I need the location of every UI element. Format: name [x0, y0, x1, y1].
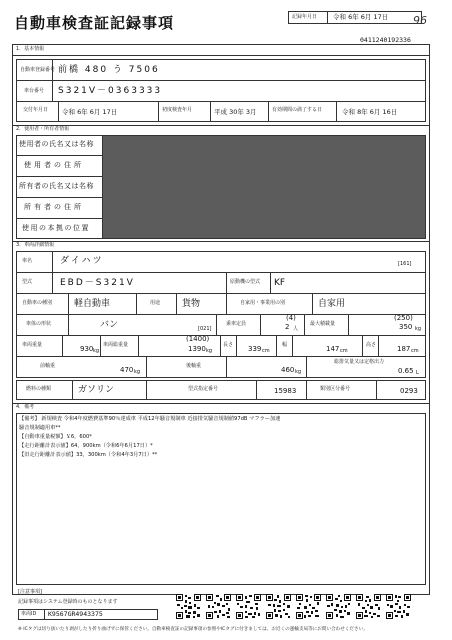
- height-label: 高さ: [366, 342, 377, 348]
- chassis-value: S321V－0363333: [58, 86, 163, 96]
- maker-value: ダイハツ: [60, 256, 104, 266]
- gross-weight-unit: kg: [206, 348, 213, 354]
- issue-date-value: 令和 6年 6月 17日: [62, 108, 118, 116]
- qr-code-icon: [386, 594, 411, 619]
- gross-weight-sub: (1400): [186, 335, 210, 343]
- remarks-line: 【旧走行距離計表示値】33，300km（令和4年3月7日）**: [19, 452, 158, 458]
- reg-no-value: 前橋 480 う 7506: [58, 65, 160, 75]
- chassis-label: 車台番号: [24, 88, 45, 94]
- engine-value: KF: [274, 278, 286, 288]
- model-value: EBD－S321V: [60, 278, 135, 288]
- section-basic-heading: 1．基本情報: [16, 46, 45, 52]
- qr-code-icon: [266, 594, 291, 619]
- owner-name-label: 所有者の氏名又は名称: [19, 182, 94, 190]
- capacity-value: 2: [285, 323, 290, 331]
- width-unit: cm: [340, 348, 348, 354]
- capacity-unit: 人: [293, 326, 299, 332]
- expiry-value: 令和 8年 6月 16日: [342, 108, 398, 116]
- length-value: 339: [248, 345, 262, 353]
- gross-weight-label: 車両総重量: [103, 342, 129, 348]
- owner-address-label: 所有者の住所: [24, 203, 84, 211]
- user-name-label: 使用者の氏名又は名称: [19, 140, 94, 148]
- kind-value: 軽自動車: [74, 299, 111, 309]
- max-load-sub: (250): [394, 314, 413, 322]
- maker-code: [161]: [398, 261, 412, 267]
- body-label: 車体の形状: [26, 321, 52, 327]
- remarks-line: 【備考】 新規検査 令和4年度燃費基準90％達成車 平成12年騒音規制車 近接排気騒音規制値97dB マフラー加速: [19, 416, 281, 422]
- weight-label: 車両重量: [22, 342, 43, 348]
- rear-axle-label: 後軸重: [186, 363, 202, 369]
- weight-value: 930: [80, 345, 94, 353]
- capacity-label: 乗車定員: [226, 321, 247, 327]
- rear-axle-unit: kg: [295, 369, 302, 375]
- height-unit: cm: [411, 348, 419, 354]
- footer-note: ※ ICタグは切り抜いたり剥がしたり折り曲げずに保管ください。自動車検査証の記録事項の参照やICタグに付きましては、お近くの運輸支局等にお問い合わせください。: [18, 627, 368, 632]
- handwritten-note: 96: [413, 14, 427, 27]
- body-value: バン: [100, 320, 119, 330]
- section-remarks-heading: 4．備考: [16, 404, 35, 410]
- max-load-value: 350: [399, 323, 413, 331]
- displacement-unit: L: [416, 370, 419, 376]
- fuel-label: 燃料の種類: [26, 386, 52, 392]
- fuel-value: ガソリン: [78, 385, 115, 395]
- user-address-label: 使用者の住所: [24, 161, 84, 169]
- capacity-sub: (4): [286, 314, 296, 322]
- base-location-label: 使用の本拠の位置: [22, 224, 90, 232]
- reg-no-label: 自動車登録番号: [20, 67, 56, 73]
- redacted-owner-info: [103, 136, 425, 238]
- biz-label: 自家用・事業用の別: [240, 300, 286, 306]
- kind-label: 自動車の種別: [22, 300, 53, 306]
- front-axle-value: 470: [120, 366, 134, 374]
- class-value: 0293: [400, 387, 418, 395]
- expiry-label: 有効期間の満了する日: [272, 107, 323, 113]
- maker-label: 車名: [22, 258, 33, 264]
- vehicle-id-label: 車両ID: [21, 611, 37, 617]
- record-date-value: 令和 6年 6月 17日: [333, 13, 389, 21]
- max-load-label: 最大積載量: [310, 321, 336, 327]
- use-label: 用途: [150, 300, 161, 306]
- remarks-line: 【自動車重量税額】￥6，600*: [19, 434, 92, 440]
- max-load-unit: kg: [415, 326, 422, 332]
- displacement-label: 総排気量又は定格出力: [334, 359, 385, 365]
- vehicle-id-value: K9567GR4943375: [48, 610, 103, 618]
- width-value: 147: [326, 345, 340, 353]
- type-cert-value: 15983: [274, 387, 297, 395]
- qr-code-icon: [206, 594, 231, 619]
- issue-date-label: 交付年月日: [23, 107, 49, 113]
- qr-code-icon: [236, 594, 261, 619]
- section-vehicle-heading: 3．車両詳細情報: [16, 242, 55, 248]
- section-owner-heading: 2．使用者・所有者情報: [16, 126, 70, 132]
- length-label: 長さ: [223, 342, 234, 348]
- remarks-line: 騒音規制適用車**: [19, 425, 61, 431]
- first-reg-value: 平成 30年 3月: [214, 108, 257, 116]
- length-unit: cm: [262, 348, 270, 354]
- engine-label: 原動機の型式: [230, 279, 261, 285]
- biz-value: 自家用: [318, 299, 346, 309]
- remarks-line: 【走行距離計表示値】64，900km（令和6年6月17日）*: [19, 443, 153, 449]
- model-label: 型式: [22, 279, 33, 285]
- doc-number: 0411240192336: [360, 36, 411, 44]
- notice-title: [注意事項]: [18, 589, 42, 595]
- notice-text: 記録事項はシステム登録時のものとなります: [18, 599, 118, 605]
- height-value: 187: [397, 345, 411, 353]
- rear-axle-value: 460: [281, 366, 295, 374]
- use-value: 貨物: [182, 299, 201, 309]
- record-date-label: 記録年月日: [292, 14, 318, 20]
- qr-code-icon: [326, 594, 351, 619]
- class-label: 類別区分番号: [320, 386, 351, 392]
- displacement-value: 0.65: [398, 367, 414, 375]
- front-axle-label: 前軸重: [40, 363, 56, 369]
- body-code: [021]: [198, 326, 212, 332]
- gross-weight-value: 1390: [188, 345, 206, 353]
- first-reg-label: 初度検査年月: [162, 107, 193, 113]
- qr-code-icon: [296, 594, 321, 619]
- width-label: 幅: [282, 342, 288, 348]
- qr-code-icon: [176, 594, 201, 619]
- type-cert-label: 型式指定番号: [188, 386, 219, 392]
- weight-unit: kg: [93, 348, 100, 354]
- qr-code-icon: [356, 594, 381, 619]
- page-title: 自動車検査証記録事項: [14, 14, 175, 32]
- front-axle-unit: kg: [134, 369, 141, 375]
